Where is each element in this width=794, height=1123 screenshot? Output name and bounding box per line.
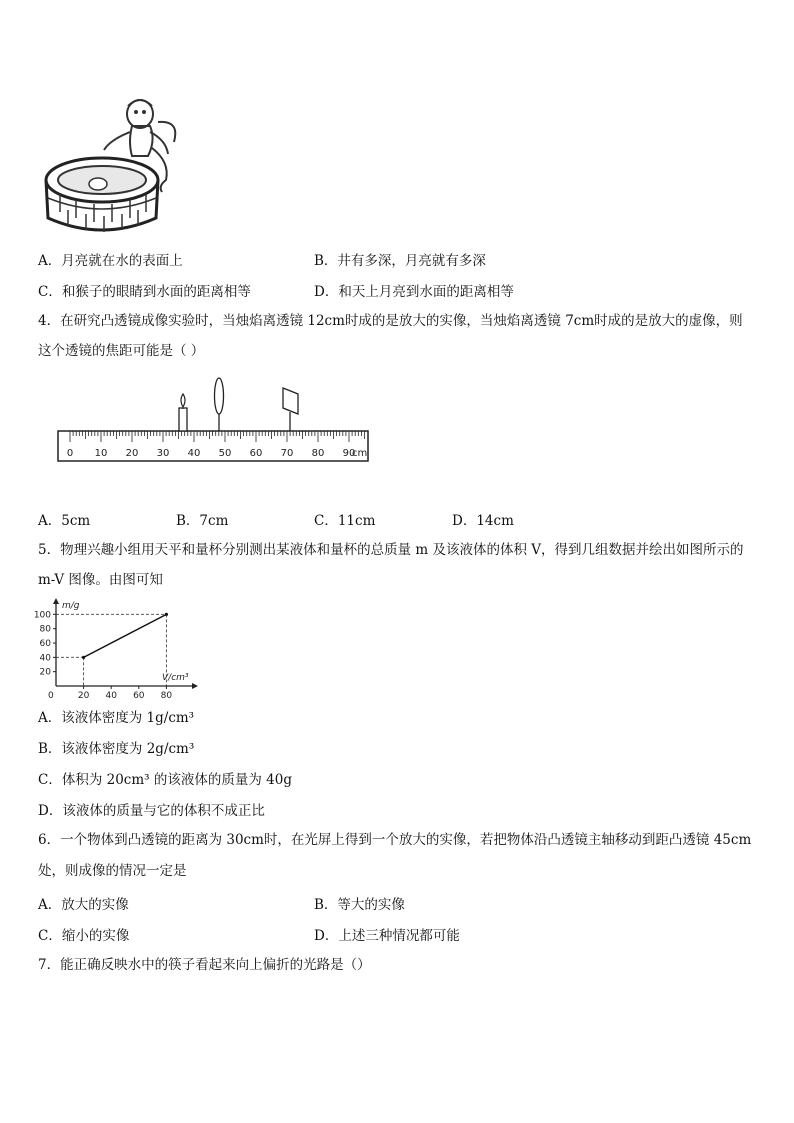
ruler-label: 60 [249,448,263,459]
light-screen-icon [283,388,298,431]
q6-option-c: C．缩小的实像 [38,928,130,944]
series-line [84,614,167,657]
q6-option-b: B．等大的实像 [314,897,405,913]
x-tick-label: 80 [160,691,173,701]
q5-option-b: B．该液体密度为 2g/cm³ [38,741,195,757]
x-axis-arrow [192,683,198,689]
q4-option-b: B．7cm [176,513,229,529]
q5-stem-line1: 5．物理兴趣小组用天平和量杯分别测出某液体和量杯的总质量 m 及该液体的体积 V，得到几组数据并绘出如图所示的 [38,542,744,558]
ruler-label: 50 [218,448,232,459]
origin-label: 0 [48,691,54,701]
q4-stem-line1: 4．在研究凸透镜成像实验时，当烛焰离透镜 12cm时成的是放大的实像，当烛焰离透镜 7cm时成的是放大的虚像，则 [38,313,743,329]
q5-option-a: A．该液体密度为 1g/cm³ [38,710,195,726]
monkey-well-illustration [40,92,200,238]
q4-stem-line2: 这个透镜的焦距可能是（ ） [38,343,205,359]
q3-option-c: C．和猴子的眼睛到水面的距离相等 [38,284,251,300]
y-tick-label: 40 [39,653,51,664]
q3-option-a: A．月亮就在水的表面上 [38,253,183,269]
ruler-label: 90 [342,448,356,459]
y-tick-label: 100 [34,610,51,621]
q5-stem-line2: m-V 图像。由图可知 [38,572,163,588]
q4-option-c: C．11cm [314,513,376,529]
x-tick-label: 20 [77,691,90,701]
q5-option-c: C．体积为 20cm³ 的该液体的质量为 40g [38,772,292,788]
y-tick-label: 20 [39,667,51,678]
ruler-label: 30 [156,448,170,459]
ruler-label: 70 [280,448,294,459]
q5-option-d: D．该液体的质量与它的体积不成正比 [38,803,265,819]
y-tick-label: 60 [39,639,51,649]
q4-option-a: A．5cm [38,513,91,529]
ruler-unit: cm [352,448,368,459]
data-point [82,656,85,659]
q6-option-d: D．上述三种情况都可能 [314,928,460,944]
y-tick-label: 80 [39,624,51,635]
q6-stem-line2: 处，则成像的情况一定是 [38,863,187,879]
q6-stem-line1: 6．一个物体到凸透镜的距离为 30cm时，在光屏上得到一个放大的实像，若把物体沿凸透镜主轴移动到距凸透镜 45cm [38,832,752,848]
data-point [165,613,168,616]
candle-icon [179,394,187,431]
ruler-label: 80 [311,448,325,459]
q3-option-d: D．和天上月亮到水面的距离相等 [314,284,514,300]
q6-option-a: A．放大的实像 [38,897,129,913]
optical-bench-ruler-figure [56,376,376,476]
ruler-label: 40 [187,448,201,459]
q7-stem: 7．能正确反映水中的筷子看起来向上偏折的光路是（） [38,957,371,973]
m-v-graph [34,596,204,704]
x-tick-label: 40 [105,691,117,701]
ruler-label: 20 [125,448,139,459]
x-tick-label: 60 [133,691,145,701]
y-axis-arrow [53,598,59,604]
ruler-label: 0 [66,448,74,459]
x-axis-label: V/cm³ [162,673,189,683]
ruler-label: 10 [94,448,108,459]
q4-option-d: D．14cm [452,513,514,529]
y-axis-label: m/g [62,601,80,611]
q3-option-b: B．井有多深，月亮就有多深 [314,253,486,269]
convex-lens-icon [215,378,224,431]
